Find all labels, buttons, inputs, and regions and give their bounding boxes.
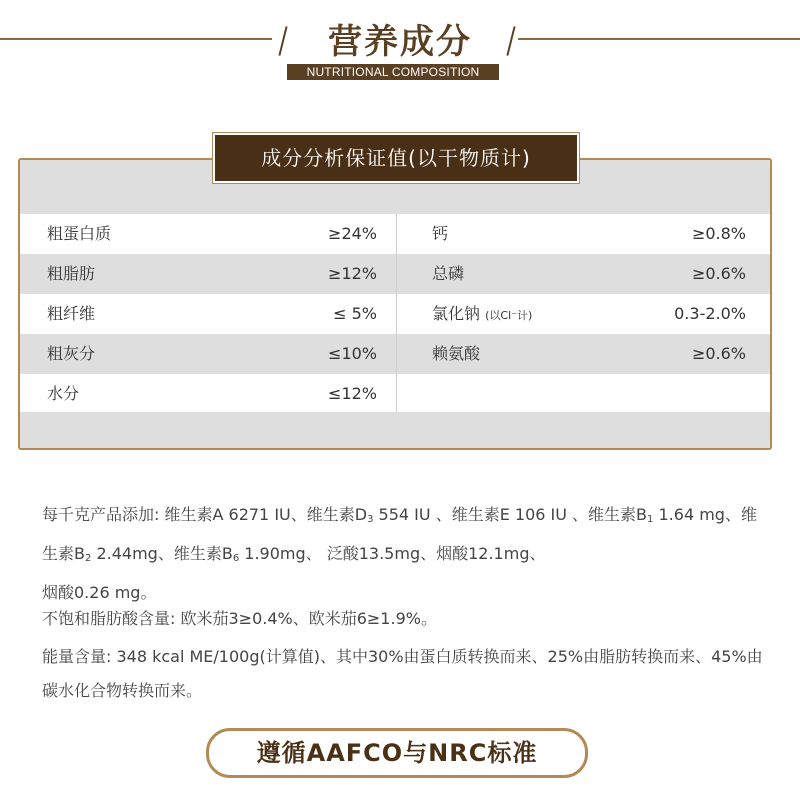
nutrient-name-with-note — [432, 294, 532, 334]
energy-paragraph: 能量含量: 348 kcal ME/100g(计算值)、其中30%由蛋白质转换而来、25%由脂肪转换而来、45%由碳水化合物转换而来。 — [42, 647, 763, 700]
nutrient-name: 粗纤维 — [47, 304, 96, 323]
nutrient-value: ≤12% — [328, 384, 377, 403]
nutrient-value: 0.3-2.0% — [674, 304, 746, 323]
additive-item: 维生素A 6271 IU、 — [164, 505, 307, 524]
fatty-acids-paragraph: 不饱和脂肪酸含量: 欧米茄3≥0.4%、欧米茄6≥1.9%。 — [42, 609, 437, 628]
nutrient-value: ≥24% — [328, 224, 377, 243]
nutrient-name: 粗蛋白质 — [47, 224, 112, 243]
nutrient-name: 总磷 — [432, 264, 465, 283]
additive-subscript: 3 — [367, 514, 374, 525]
additive-item-name: 维生素B — [588, 505, 648, 524]
additive-item-name: 维生素B — [173, 544, 233, 563]
additive-item: 烟酸0.26 mg。 — [42, 583, 157, 602]
additives-label: 每千克产品添加: — [42, 505, 165, 524]
additive-item: 泛酸13.5mg、 — [326, 544, 437, 563]
nutrient-value: ≥0.6% — [691, 344, 746, 363]
nutrient-name: 水分 — [47, 384, 80, 403]
standard-badge: 遵循AAFCO与NRC标准 — [206, 728, 588, 778]
additive-item-value: 1.64 mg、 — [653, 505, 741, 524]
page-title: 营养成分 — [328, 22, 472, 62]
additive-item-value: 554 IU 、 — [373, 505, 452, 524]
additive-subscript: 6 — [232, 553, 240, 564]
nutrient-value: ≥0.8% — [691, 224, 746, 243]
nutrient-name: 粗脂肪 — [47, 264, 96, 283]
nutrient-name: 钙 — [432, 224, 449, 243]
additive-item: 维生素E 106 IU 、 — [451, 505, 589, 524]
additive-item-value: 2.44mg、 — [91, 544, 174, 563]
page-subtitle: NUTRITIONAL COMPOSITION — [287, 64, 499, 80]
additive-item: 烟酸12.1mg、 — [436, 544, 546, 563]
nutrient-name: 氯化钠 — [432, 304, 481, 323]
nutrient-value — [620, 374, 746, 414]
additive-subscript: 1 — [647, 514, 654, 525]
nutrient-name: 粗灰分 — [47, 344, 96, 363]
nutrient-name: 赖氨酸 — [432, 344, 481, 363]
additive-item-name: 维生素D — [306, 505, 368, 524]
table-row — [20, 254, 770, 294]
nutrient-note: (以Cl⁻计) — [485, 309, 533, 322]
table-rows — [20, 214, 770, 414]
nutrient-value: ≤10% — [328, 344, 377, 363]
column-divider — [396, 214, 397, 412]
table-row — [20, 374, 770, 414]
nutrition-table — [18, 158, 772, 450]
table-row — [20, 294, 770, 334]
nutrient-value: ≥0.6% — [691, 264, 746, 283]
nutrient-value: ≤ 5% — [333, 304, 377, 323]
table-row — [20, 214, 770, 254]
table-row — [20, 334, 770, 374]
nutrient-value: ≥12% — [328, 264, 377, 283]
table-bottom-band — [20, 412, 770, 448]
additive-item-value: 1.90mg、 — [239, 544, 327, 563]
additive-item-name: 维生素B — [42, 505, 757, 563]
table-heading: 成分分析保证值(以干物质计) — [213, 133, 579, 183]
additive-subscript: 2 — [84, 553, 92, 564]
additives-paragraph — [42, 498, 772, 610]
